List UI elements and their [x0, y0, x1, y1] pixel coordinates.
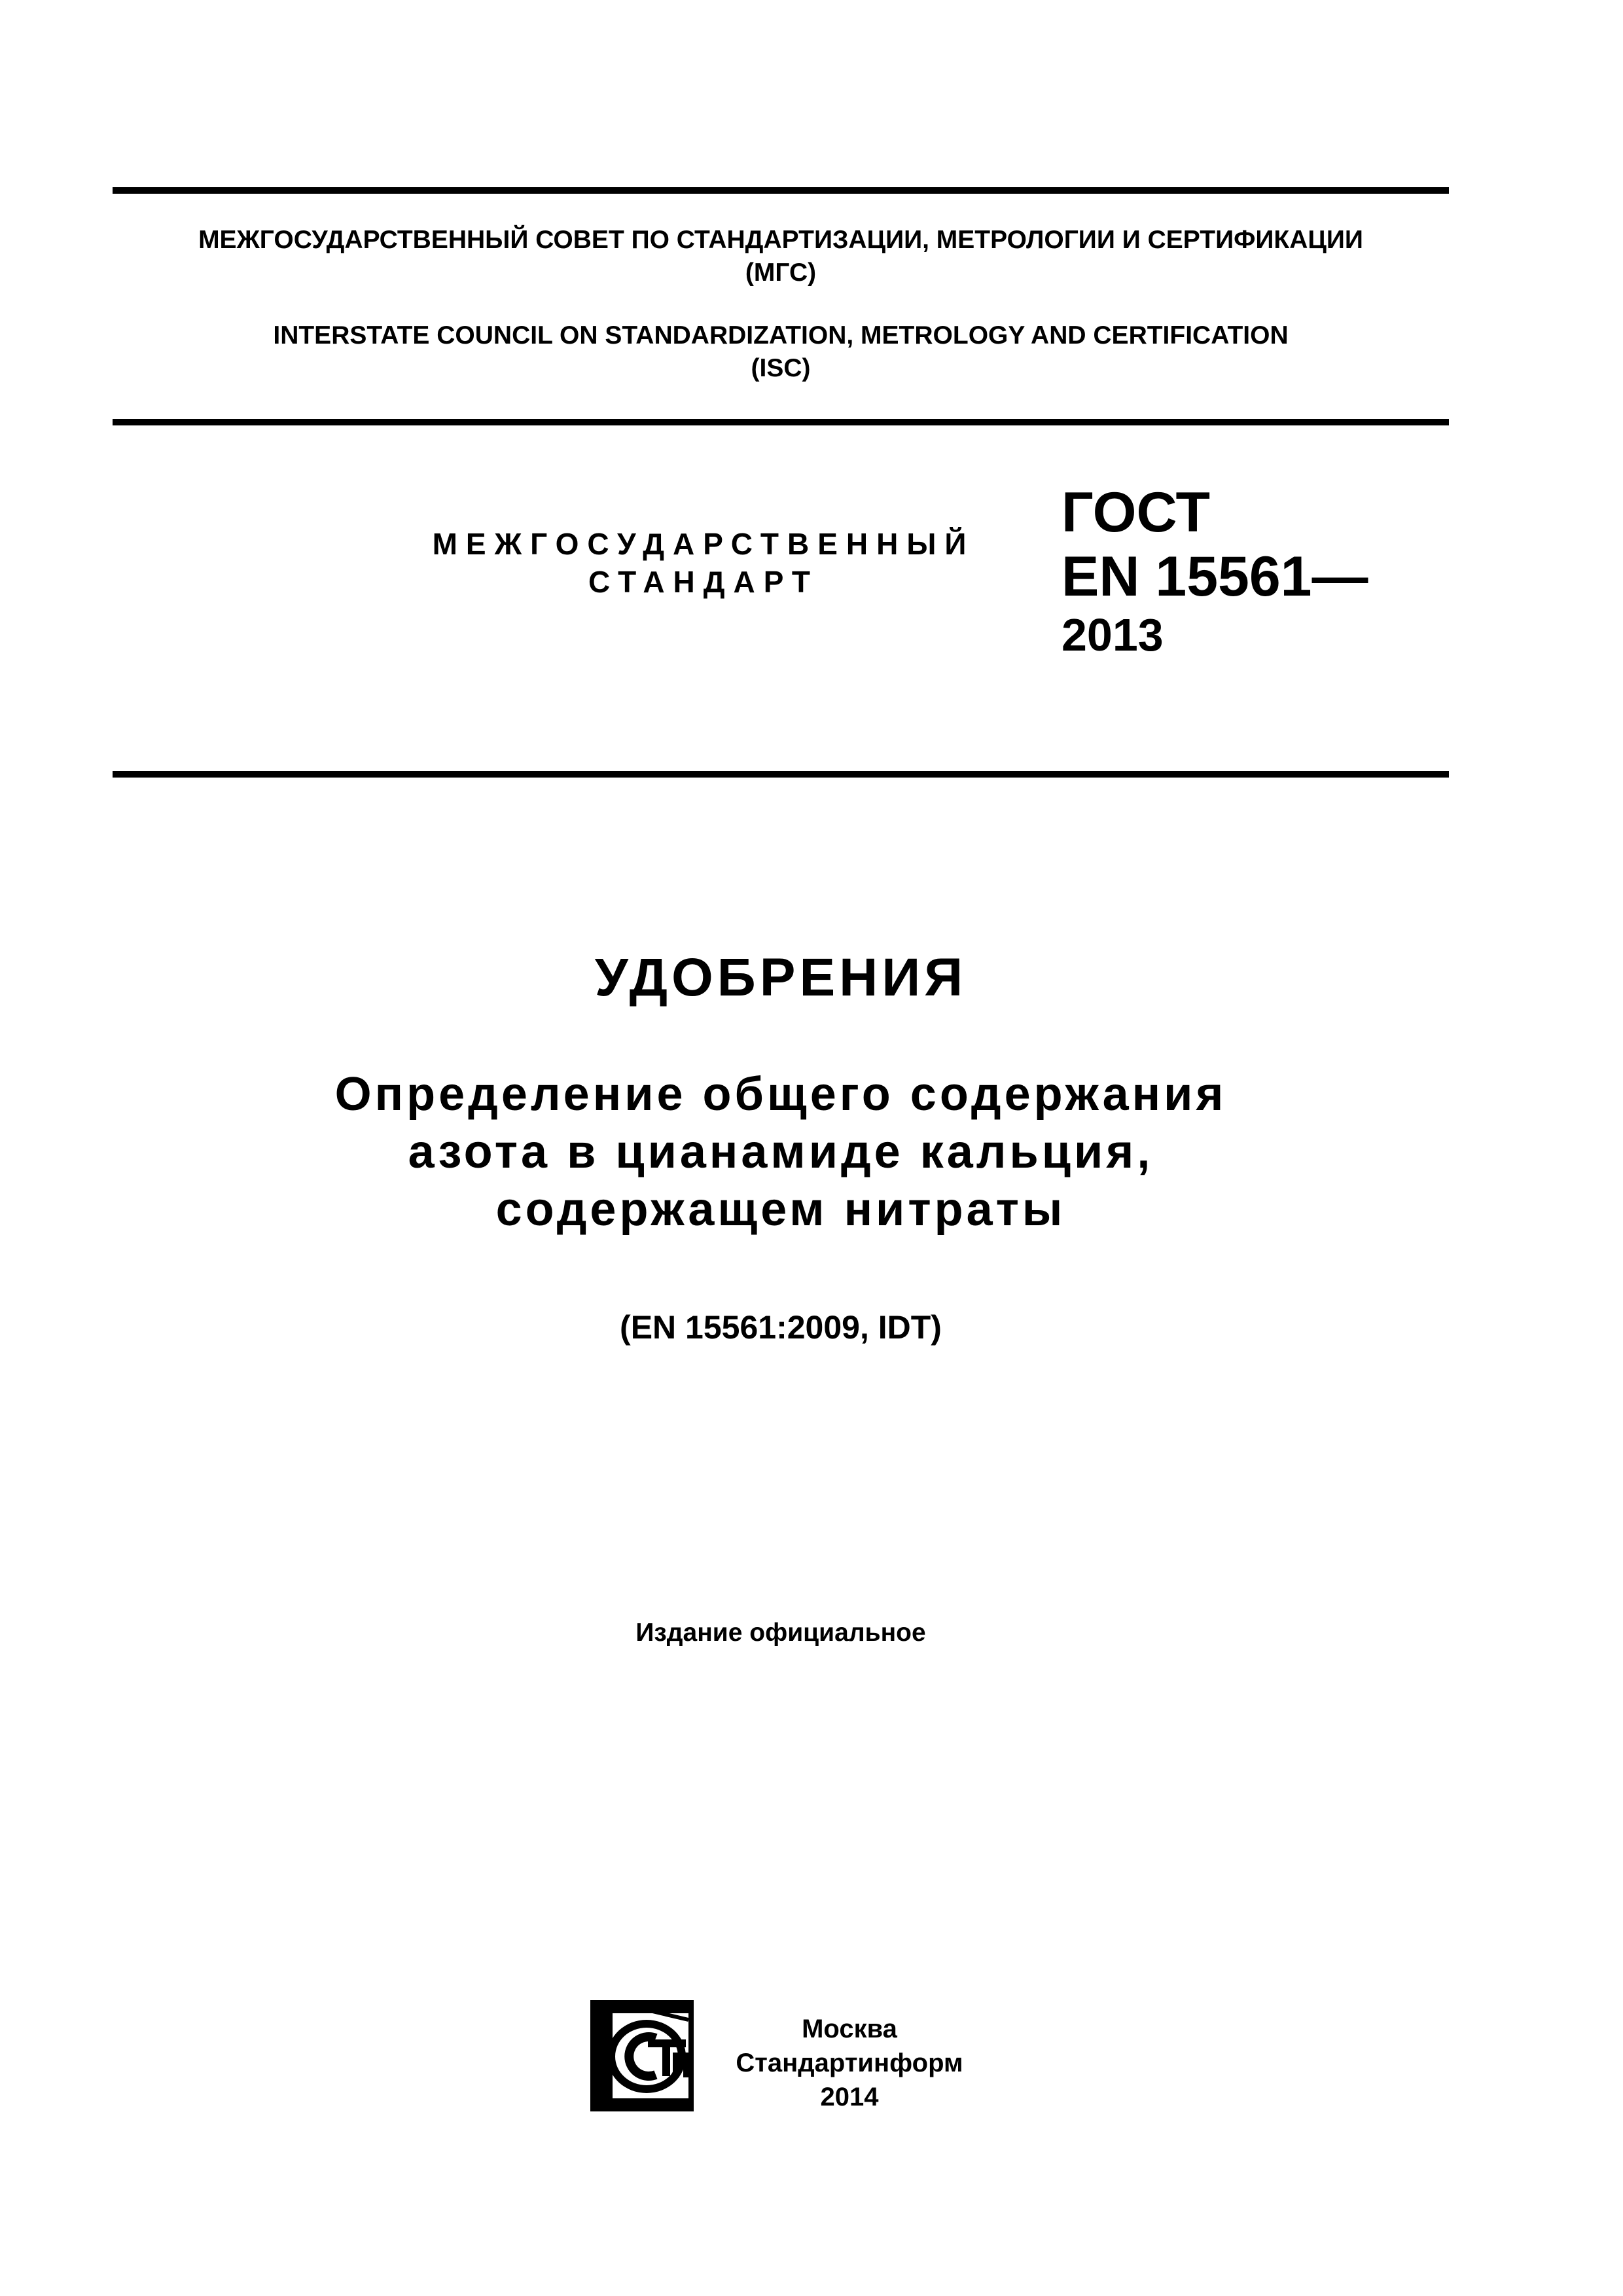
standartinform-logo-icon	[590, 2000, 694, 2111]
publisher-year: 2014	[820, 2083, 879, 2111]
council-name-en-line: INTERSTATE COUNCIL ON STANDARDIZATION, METROLOGY AND CERTIFICATION	[273, 321, 1289, 350]
subtitle-line3: содержащем нитраты	[495, 1183, 1066, 1236]
standard-number-en: EN 15561—	[1061, 545, 1368, 608]
council-abbr-en: (ISC)	[751, 354, 811, 382]
council-abbr-ru: (МГС)	[745, 259, 817, 287]
publisher-city: Москва	[802, 2015, 897, 2043]
standard-number-gost: ГОСТ	[1061, 481, 1211, 544]
source-standard-reference: (EN 15561:2009, IDT)	[620, 1309, 942, 1346]
council-name-ru	[113, 224, 1449, 289]
publisher-name: Стандартинформ	[736, 2049, 963, 2077]
standard-number-year: 2013	[1061, 609, 1164, 660]
top-rule	[113, 187, 1449, 194]
council-name-ru-line: МЕЖГОСУДАРСТВЕННЫЙ СОВЕТ ПО СТАНДАРТИЗАЦИИ, МЕТРОЛОГИИ И СЕРТИФИКАЦИИ	[198, 226, 1363, 254]
subtitle-line1: Определение общего содержания	[334, 1068, 1227, 1121]
standard-number	[1061, 480, 1368, 661]
standard-type	[393, 525, 1014, 601]
publisher-block	[705, 2012, 993, 2114]
subtitle-line2: азота в цианамиде кальция,	[408, 1126, 1154, 1178]
header-divider-rule	[113, 419, 1449, 425]
title-divider-rule	[113, 771, 1449, 778]
edition-note: Издание официальное	[635, 1619, 926, 1647]
standard-type-line2: СТАНДАРТ	[588, 565, 819, 599]
standard-type-line1: МЕЖГОСУДАРСТВЕННЫЙ	[432, 527, 975, 561]
document-title: УДОБРЕНИЯ	[594, 948, 967, 1007]
council-name-en	[113, 319, 1449, 385]
document-subtitle	[113, 1066, 1449, 1238]
